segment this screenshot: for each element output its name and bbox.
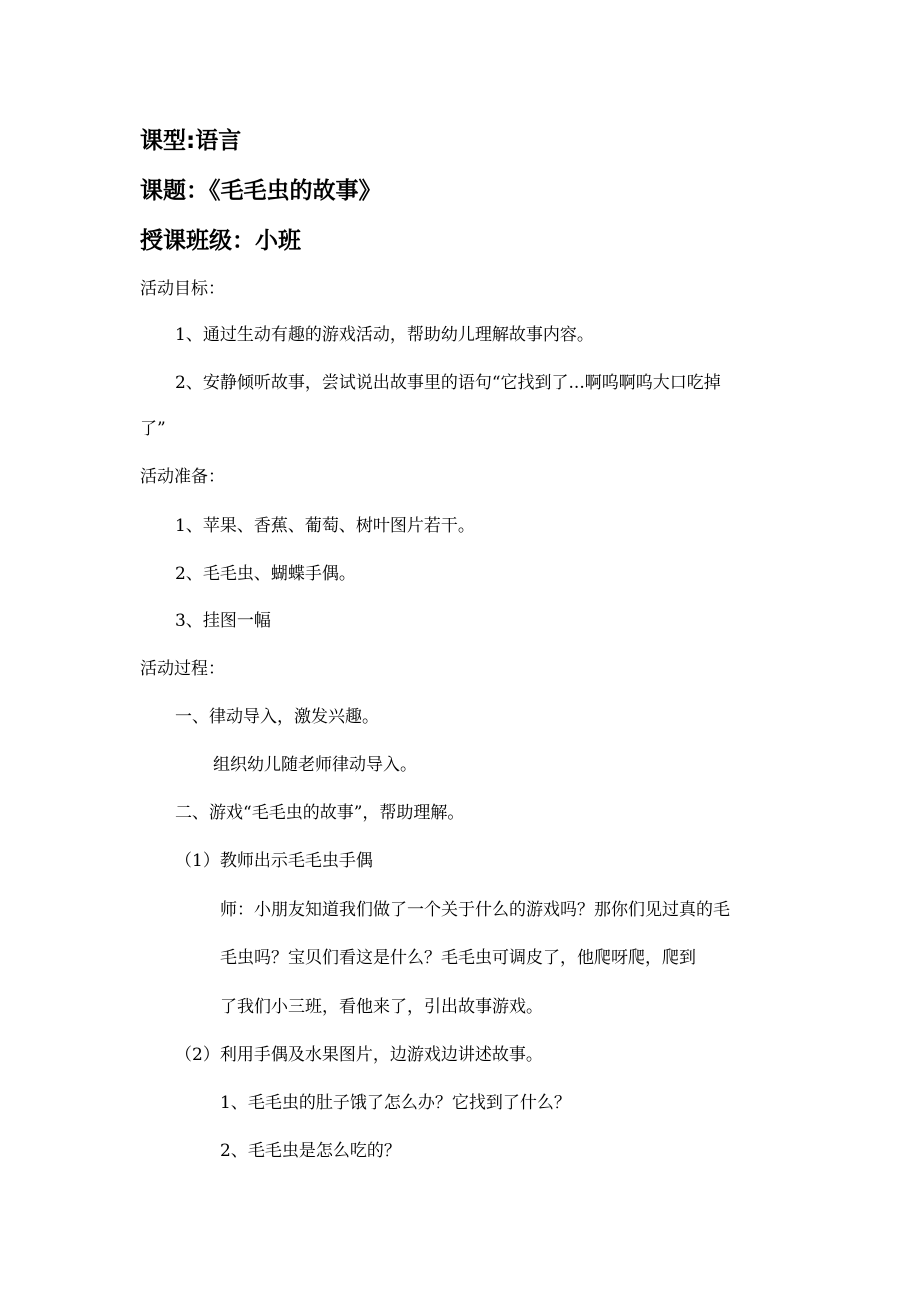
class-level-heading: 授课班级：小班 <box>140 228 301 254</box>
process-sub-1-line-1: 师：小朋友知道我们做了一个关于什么的游戏吗？那你们见过真的毛 <box>220 900 730 920</box>
preparation-item-3: 3、挂图一幅 <box>175 611 271 631</box>
goals-title: 活动目标： <box>140 279 225 299</box>
goal-item-2-line-2: 了” <box>140 419 166 439</box>
process-question-1: 1、毛毛虫的肚子饿了怎么办？它找到了什么？ <box>220 1093 571 1113</box>
process-step-1-detail: 组织幼儿随老师律动导入。 <box>213 755 417 775</box>
goal-item-1: 1、通过生动有趣的游戏活动，帮助幼儿理解故事内容。 <box>175 325 594 345</box>
preparation-item-2: 2、毛毛虫、蝴蝶手偶。 <box>175 564 356 584</box>
process-sub-1-line-2: 毛虫吗？宝贝们看这是什么？毛毛虫可调皮了，他爬呀爬，爬到 <box>220 948 696 968</box>
process-question-2: 2、毛毛虫是怎么吃的？ <box>220 1141 401 1161</box>
process-sub-1-line-3: 了我们小三班，看他来了，引出故事游戏。 <box>220 997 543 1017</box>
course-type-heading: 课型:语言 <box>140 128 242 154</box>
preparation-item-1: 1、苹果、香蕉、葡萄、树叶图片若干。 <box>175 516 475 536</box>
process-step-2: 二、游戏“毛毛虫的故事”，帮助理解。 <box>175 803 465 823</box>
topic-heading: 课题：《毛毛虫的故事》 <box>140 178 382 204</box>
process-title: 活动过程： <box>140 659 225 679</box>
process-sub-1: （1）教师出示毛毛虫手偶 <box>175 851 373 871</box>
process-step-1: 一、律动导入，激发兴趣。 <box>175 707 379 727</box>
preparation-title: 活动准备： <box>140 467 225 487</box>
goal-item-2-line-1: 2、安静倾听故事，尝试说出故事里的语句“它找到了...啊呜啊呜大口吃掉 <box>175 373 721 393</box>
process-sub-2: （2）利用手偶及水果图片，边游戏边讲述故事。 <box>175 1045 543 1065</box>
